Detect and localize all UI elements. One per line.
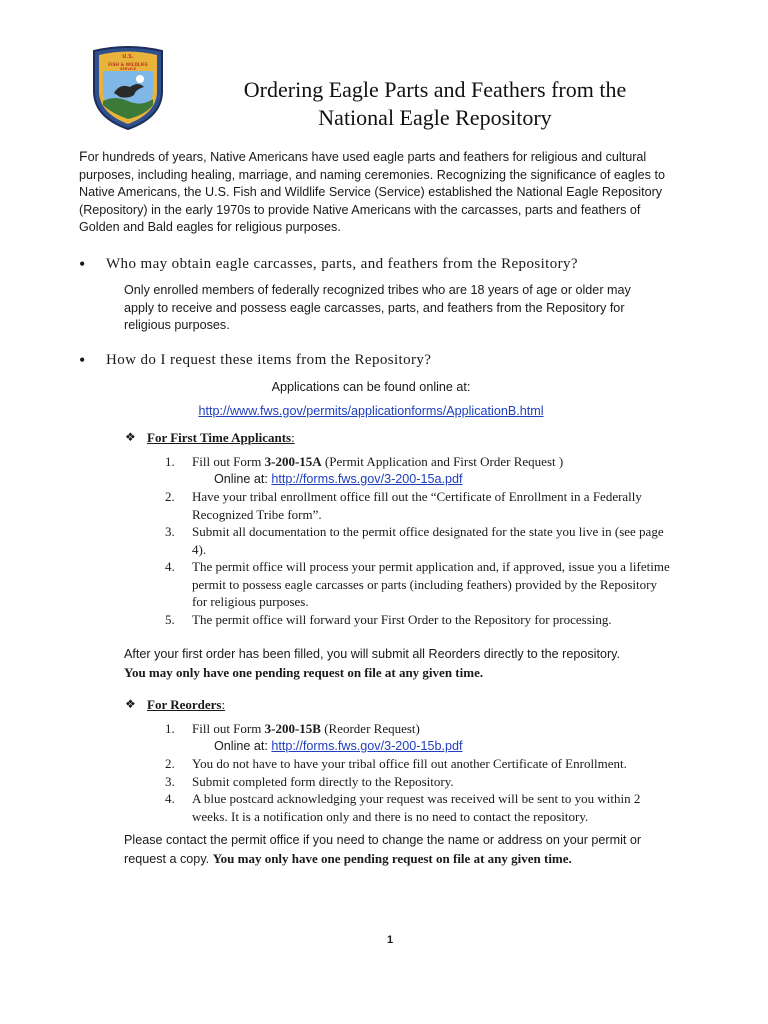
title-line-1: Ordering Eagle Parts and Feathers from the [243,77,627,102]
list-item: 2. Have your tribal enrollment office fill out the “Certificate of Enrollment in a Federally Recognized Tribe form”. [165,489,642,522]
form-15a-link[interactable]: http://forms.fws.gov/3-200-15a.pdf [271,471,463,486]
pending-request-notice: You may only have one pending request on file at any given time. [124,664,484,680]
applications-link-row [0,404,742,418]
online-row: Online at: http://forms.fws.gov/3-200-15b.pdf [214,738,463,753]
list-item: 3. Submit all documentation to the permit office designated for the state you live in (see page 4). [165,524,664,557]
applications-label: Applications can be found online at: [271,380,471,394]
bullet-icon: • [79,254,86,274]
page-number: 1 [386,934,394,946]
intro-paragraph [79,148,669,237]
online-row: Online at: http://forms.fws.gov/3-200-15a.pdf [214,471,463,486]
diamond-bullet-icon: ❖ [125,430,136,444]
form-number: 3-200-15B [264,721,321,736]
list-item: 1. Fill out Form 3-200-15A (Permit Application and First Order Request ) Online at: http://forms.fws.gov/3-200-15a.pdf [165,453,670,488]
after-first-order-paragraph: After your first order has been filled, you will submit all Reorders directly to the repository. You may only have one pending request on file at any given time. [124,647,621,680]
question-2-text: How do I request these items from the Repository? [106,352,432,368]
svg-text:SERVICE: SERVICE [119,67,137,71]
list-item: 2. You do not have to have your tribal office fill out another Certificate of Enrollment. [165,756,627,771]
contact-paragraph: Please contact the permit office if you need to change the name or address on your permit or request a copy. You may only have one pending request on file at any given time. [124,833,642,866]
list-item: 1. Fill out Form 3-200-15B (Reorder Request) Online at: http://forms.fws.gov/3-200-15b.pdf [165,720,670,755]
first-time-steps [165,453,670,628]
list-item: 4. The permit office will process your permit application and, if approved, issue you a lifetime permit to possess eagle carcasses or parts (including feathers) provided by the Repository for religious purposes. [165,559,670,609]
fws-logo [90,45,166,131]
bullet-icon: • [79,350,86,370]
list-item: 5. The permit office will forward your First Order to the Repository for processing. [165,611,612,627]
diamond-bullet-icon: ❖ [125,697,136,711]
reorder-steps [165,720,670,825]
first-time-heading-text: For First Time Applicants [147,430,292,445]
reorders-heading-text: For Reorders [147,697,222,712]
intro-first-letter: F [79,148,88,164]
question-1-text: Who may obtain eagle carcasses, parts, and feathers from the Repository? [106,256,578,272]
list-item: 4. A blue postcard acknowledging your request was received will be sent to you within 2 weeks. It is a notification only and there is no need to contact the repository. [165,791,641,824]
fws-shield-icon [90,45,166,131]
question-1-answer: Only enrolled members of federally recognized tribes who are 18 years of age or older may apply to receive and possess eagle carcasses, parts, and feathers from the Repository for religious purposes. [124,283,631,332]
document-page: U.S. FISH & WILDLIFE SERVICE Ordering Eagle Parts and Feathers from the National Eagle Repository For hundreds of years, Native Americans have used eagle parts and feathers for religious and cultural purposes, including healing, marriage, and naming ceremonies. Recognizing the significance of eagles to Native Americans, the U.S. Fish and Wildlife Service (Service) established the National Eagle Repository (Repository) in the early 1970s to provide Native Americans with the carcasses, parts and feathers of Golden and Bald eagles for religious purposes. • Who may obtain eagle carcasses, parts, and feathers from the Repository? Only enrolled members of federally recognized tribes who are 18 years of age or older may apply to receive and possess eagle carcasses, parts, and feathers from the Repository for religious purposes. • How do I request these items from the Repository? Applications can be found online at: http://www.fws.gov/permits/applicationforms/ApplicationB.html ❖ For First Time Applicants: 1. Fill out Form 3-200-15A (Permit Application and First Order Request ) Online at: http://forms.fws.gov/3-200-15a.pdf 2. Have your tribal enrollment office fill out the “Certificate of Enrollment in a Federally Recognized Tribe form”. 3. Submit all documentation to the permit office designated for the state you live in (see page 4). 4. The permit office will process your permit application and, if approved, issue you a lifetime permit to possess eagle carcasses or parts (including feathers) provided by the Repository for religious purposes. 5. The permit office will forward your First Order to the Repository for processing. After your first order has been filled, you will submit all Reorders directly to the repository. You may only have one pending request on file at any given time. ❖ For Reorders: 1. Fill out Form 3-200-15B (Reorder Request) Online at: http://forms.fws.gov/3-200-15b.pdf 2. You do not have to have your tribal office fill out another Certificate of Enrollment. 3. Submit completed form directly to the Repository. 4. A blue postcard acknowledging your request was received will be sent to you within 2 weeks. It is a notification only and there is no need to contact the repository. Please contact the permit office if you need to change the name or address on your permit or request a copy. You may only have one pending request on file at any given time. 1 [0,0,768,1024]
form-15b-link[interactable]: http://forms.fws.gov/3-200-15b.pdf [271,738,463,753]
page-title [175,76,695,132]
applications-link[interactable]: http://www.fws.gov/permits/applicationforms/ApplicationB.html [198,404,544,418]
pending-request-notice: You may only have one pending request on file at any given time. [212,850,572,866]
form-number: 3-200-15A [264,454,322,469]
svg-text:U.S.: U.S. [122,54,134,60]
intro-text: or hundreds of years, Native Americans have used eagle parts and feathers for religious and cultural purposes, including healing, marriage, and naming ceremonies. Recognizing the significance of eagles to Native Americans, the U.S. Fish and Wildlife Service (Service) established the National Eagle Repository (Repository) in the early 1970s to provide Native Americans with the carcasses, parts and feathers of Golden and Bald eagles for religious purposes. [79,150,665,234]
list-item: 3. Submit completed form directly to the Repository. [165,773,454,789]
logo-middle-text: FISH & WILDLIFE [108,62,148,67]
title-line-2: National Eagle Repository [318,105,552,130]
